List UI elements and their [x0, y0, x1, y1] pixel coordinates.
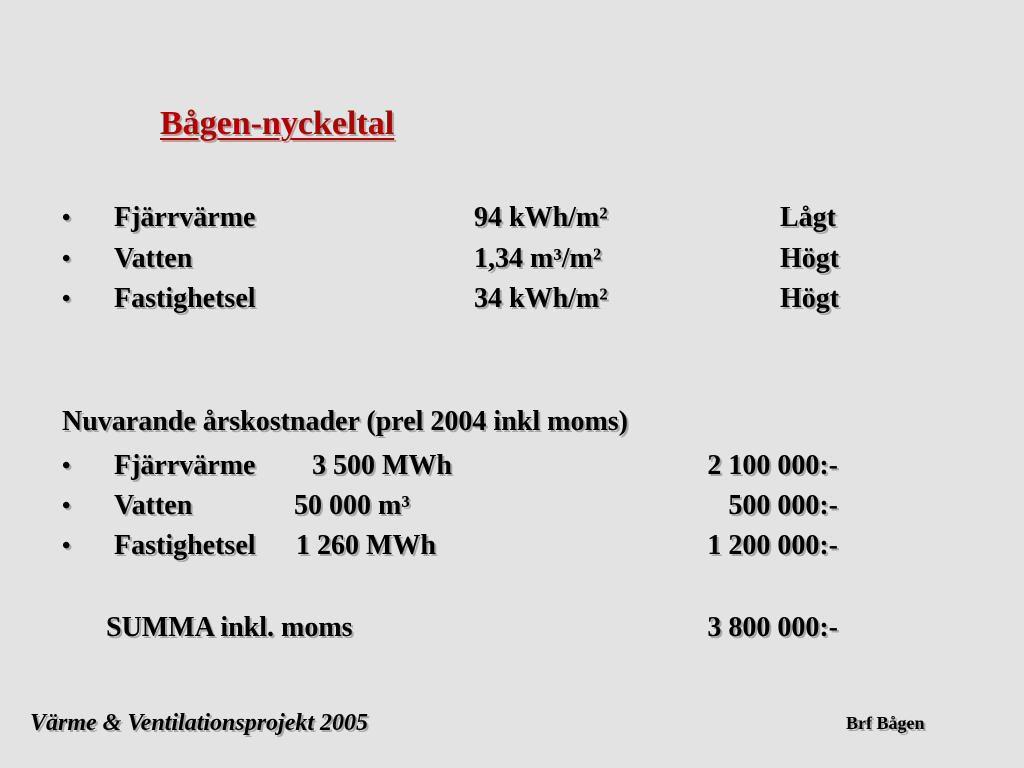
slide-title: Bågen-nyckeltal: [160, 105, 395, 142]
footer-organization: Brf Bågen: [846, 713, 925, 733]
cost-quantity: 3 500 MWh: [312, 450, 452, 481]
bullet: •: [62, 493, 71, 519]
key-figure-name: Vatten: [114, 243, 193, 274]
total-label: SUMMA inkl. moms: [106, 612, 353, 643]
cost-name: Fjärrvärme: [114, 450, 256, 481]
bullet: •: [62, 286, 71, 312]
cost-amount: 2 100 000:-: [707, 450, 838, 481]
costs-heading: Nuvarande årskostnader (prel 2004 inkl moms): [62, 406, 629, 437]
cost-quantity: 1 260 MWh: [296, 530, 436, 561]
bullet: •: [62, 533, 71, 559]
bullet: •: [62, 453, 71, 479]
bullet: •: [62, 246, 71, 272]
key-figure-rating: Högt: [780, 283, 840, 314]
key-figure-rating: Lågt: [780, 202, 836, 233]
key-figure-name: Fjärrvärme: [114, 202, 256, 233]
cost-name: Fastighetsel: [114, 530, 256, 561]
cost-quantity: 50 000 m³: [294, 490, 410, 521]
key-figure-value: 1,34 m³/m²: [474, 243, 602, 274]
cost-amount: 500 000:-: [728, 490, 838, 521]
cost-amount: 1 200 000:-: [707, 530, 838, 561]
key-figure-name: Fastighetsel: [114, 283, 256, 314]
bullet: •: [62, 205, 71, 231]
footer-project-name: Värme & Ventilationsprojekt 2005: [30, 710, 369, 736]
key-figure-value: 34 kWh/m²: [474, 283, 608, 314]
cost-name: Vatten: [114, 490, 193, 521]
key-figure-value: 94 kWh/m²: [474, 202, 608, 233]
key-figure-rating: Högt: [780, 243, 840, 274]
total-amount: 3 800 000:-: [707, 612, 838, 643]
